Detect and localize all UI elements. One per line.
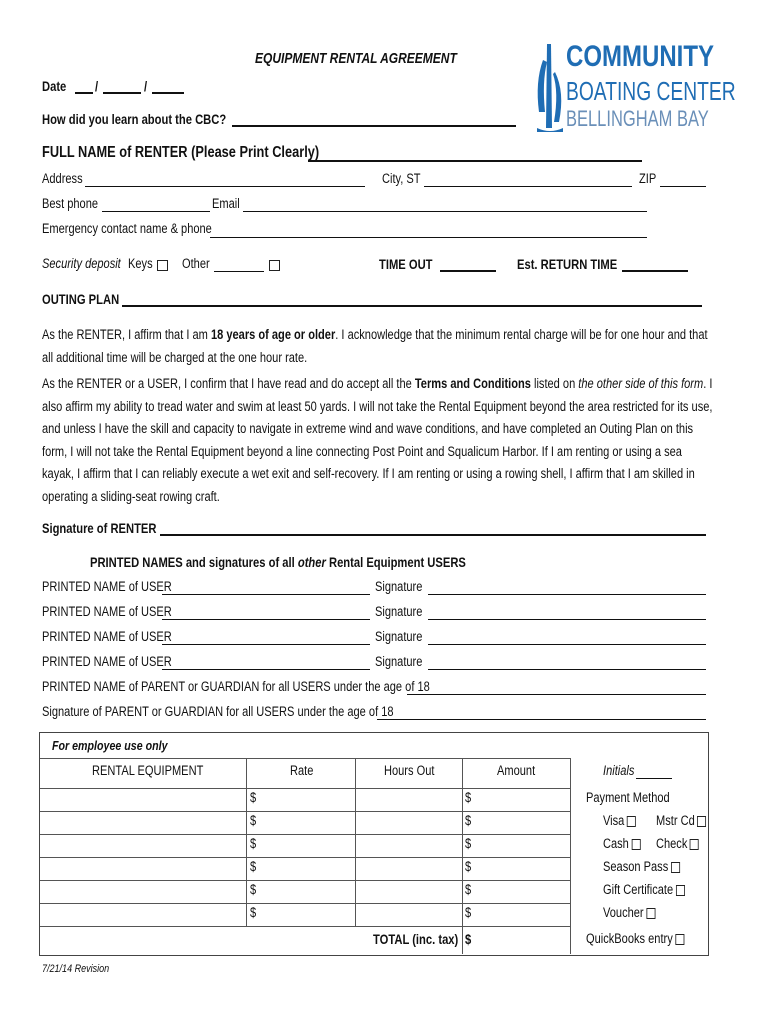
users-heading: PRINTED NAMES and signatures of all other Rental Equipment USERS (90, 554, 466, 570)
revision-note: 7/21/14 Revision (42, 963, 110, 975)
address-field[interactable] (85, 186, 365, 187)
full-name-label: FULL NAME of RENTER (Please Print Clearly) (42, 144, 320, 161)
amount-currency: $ (465, 836, 472, 851)
logo-line2: BOATING CENTER (566, 76, 736, 106)
rate-currency: $ (250, 859, 257, 874)
renter-affirmation-paragraph: As the RENTER, I affirm that I am 18 years of age or older. I acknowledge that the minimum rental charge will be for one hour and that all additional time will be charged at the one hour rate. (42, 327, 708, 365)
season-pass-checkbox[interactable] (671, 862, 680, 873)
total-currency: $ (465, 931, 472, 947)
phone-field[interactable] (102, 211, 210, 212)
parent-signature-label: Signature of PARENT or GUARDIAN for all USERS under the age of 18 (42, 704, 394, 719)
learn-label: How did you learn about the CBC? (42, 111, 227, 127)
col-header-amount: Amount (497, 763, 536, 778)
amount-currency: $ (465, 859, 472, 874)
user-signature-field[interactable] (428, 619, 706, 620)
other-checkbox[interactable] (269, 260, 280, 271)
user-name-label: PRINTED NAME of USER (42, 654, 172, 669)
payment-voucher[interactable]: Voucher (603, 905, 655, 920)
payment-check[interactable]: Check (656, 836, 699, 851)
user-signature-label: Signature (375, 629, 423, 644)
zip-field[interactable] (660, 186, 706, 187)
amount-currency: $ (465, 905, 472, 920)
user-name-field[interactable] (162, 594, 370, 595)
date-month-field[interactable] (75, 92, 93, 94)
amount-currency: $ (465, 813, 472, 828)
user-signature-label: Signature (375, 579, 423, 594)
col-header-equipment: RENTAL EQUIPMENT (92, 763, 204, 778)
email-label: Email (212, 196, 240, 211)
payment-cash[interactable]: Cash (603, 836, 640, 851)
visa-checkbox[interactable] (627, 816, 636, 827)
boat-logo-icon (533, 42, 567, 134)
signature-renter-field[interactable] (160, 534, 706, 536)
payment-visa[interactable]: Visa (603, 813, 636, 828)
cash-checkbox[interactable] (631, 839, 640, 850)
return-time-label: Est. RETURN TIME (517, 256, 618, 272)
user-name-label: PRINTED NAME of USER (42, 579, 172, 594)
payment-method-label: Payment Method (586, 790, 670, 805)
city-label: City, ST (382, 171, 421, 186)
full-name-field[interactable] (308, 160, 642, 162)
check-checkbox[interactable] (690, 839, 699, 850)
other-label: Other (182, 256, 210, 271)
rate-currency: $ (250, 813, 257, 828)
voucher-checkbox[interactable] (646, 908, 655, 919)
logo-line3: BELLINGHAM BAY (566, 106, 709, 131)
initials-field[interactable] (636, 778, 672, 779)
col-header-hours-out: Hours Out (384, 763, 435, 778)
rate-currency: $ (250, 905, 257, 920)
rate-currency: $ (250, 836, 257, 851)
rate-currency: $ (250, 790, 257, 805)
date-sep1: / (95, 78, 99, 94)
time-out-field[interactable] (440, 270, 496, 272)
amount-currency: $ (465, 790, 472, 805)
return-time-field[interactable] (622, 270, 688, 272)
parent-signature-field[interactable] (377, 719, 706, 720)
parent-name-field[interactable] (407, 694, 706, 695)
signature-renter-label: Signature of RENTER (42, 520, 157, 536)
col-header-rate: Rate (290, 763, 314, 778)
date-sep2: / (144, 78, 148, 94)
user-signature-field[interactable] (428, 644, 706, 645)
total-label: TOTAL (inc. tax) (373, 931, 459, 947)
terms-paragraph: As the RENTER or a USER, I confirm that I have read and do accept all the Terms and Conditions listed on the other side of this form. I also affirm my ability to tread water and swim at least 50 yards. I will not take the Rental Equipment beyond the area restricted for its use, and unless I have the skill and capacity to navigate in extreme wind and wave conditions, and have completed an Outing Plan on this form, I will not take the Rental Equipment beyond a line connecting Post Point and Squalicum Harbor. If I am renting or using a sea kayak, I affirm that I can reliably execute a wet exit and self-recovery. If I am renting or using a rowing shell, I affirm that I am skilled in operating a sliding-seat rowing craft. (42, 376, 713, 504)
form-title: EQUIPMENT RENTAL AGREEMENT (255, 50, 457, 67)
city-field[interactable] (424, 186, 632, 187)
keys-label: Keys (128, 256, 153, 271)
security-deposit-label: Security deposit (42, 256, 121, 271)
payment-gift-certificate[interactable]: Gift Certificate (603, 882, 685, 897)
keys-checkbox[interactable] (157, 260, 168, 271)
rate-currency: $ (250, 882, 257, 897)
initials-label: Initials (603, 763, 635, 778)
user-name-label: PRINTED NAME of USER (42, 604, 172, 619)
payment-mastercard[interactable]: Mstr Cd (656, 813, 706, 828)
payment-quickbooks[interactable]: QuickBooks entry (586, 931, 684, 946)
date-year-field[interactable] (152, 92, 184, 94)
user-signature-field[interactable] (428, 594, 706, 595)
logo-line1: COMMUNITY (566, 40, 714, 73)
user-signature-label: Signature (375, 654, 423, 669)
user-name-label: PRINTED NAME of USER (42, 629, 172, 644)
outing-plan-label: OUTING PLAN (42, 291, 120, 307)
email-field[interactable] (243, 211, 647, 212)
user-signature-label: Signature (375, 604, 423, 619)
quickbooks-checkbox[interactable] (675, 934, 684, 945)
other-deposit-field[interactable] (214, 271, 264, 272)
outing-plan-field[interactable] (122, 305, 702, 307)
rental-equipment-table (40, 758, 570, 954)
gift-certificate-checkbox[interactable] (676, 885, 685, 896)
mastercard-checkbox[interactable] (697, 816, 706, 827)
user-signature-field[interactable] (428, 669, 706, 670)
date-label: Date (42, 78, 67, 94)
user-name-field[interactable] (162, 669, 370, 670)
emergency-field[interactable] (210, 237, 647, 238)
zip-label: ZIP (639, 171, 657, 186)
learn-field[interactable] (232, 125, 516, 127)
user-name-field[interactable] (162, 619, 370, 620)
emergency-label: Emergency contact name & phone (42, 221, 212, 236)
amount-currency: $ (465, 882, 472, 897)
user-name-field[interactable] (162, 644, 370, 645)
parent-name-label: PRINTED NAME of PARENT or GUARDIAN for all USERS under the age of 18 (42, 679, 430, 694)
payment-season-pass[interactable]: Season Pass (603, 859, 680, 874)
employee-heading: For employee use only (52, 738, 168, 753)
phone-label: Best phone (42, 196, 99, 211)
time-out-label: TIME OUT (379, 256, 433, 272)
date-day-field[interactable] (103, 92, 141, 94)
address-label: Address (42, 171, 83, 186)
